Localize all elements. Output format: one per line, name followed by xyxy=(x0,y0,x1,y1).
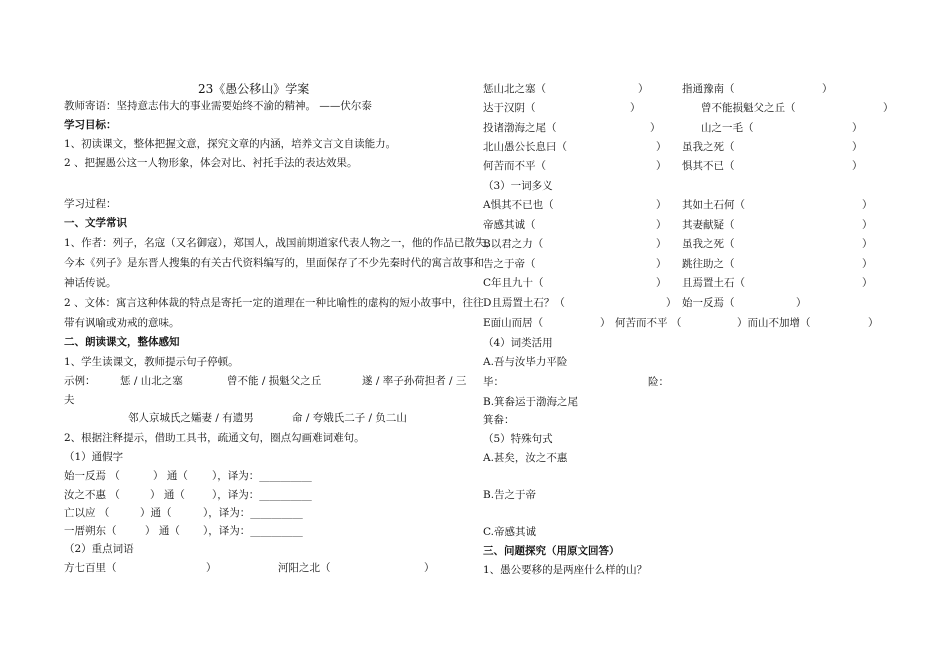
process-label: 学习过程： xyxy=(64,198,117,210)
key-word-7-close: ） xyxy=(650,122,661,134)
word-class-a-xian: 险： xyxy=(648,376,669,388)
key-word-12-close: ） xyxy=(852,160,863,172)
section-3-heading: 三、问题探究（用原文回答） xyxy=(483,545,620,557)
key-word-12: 惧其不已（ xyxy=(682,160,735,172)
key-word-8: 山之一毛（ xyxy=(701,122,754,134)
key-word-1: 方七百里（ xyxy=(64,562,117,574)
special-sentence-heading: （5）特殊句式 xyxy=(483,433,553,445)
author-line-1: 1、作者：列子，名寇（又名御寇），郑国人，战国前期道家代表人物之一，他的作品已散失， xyxy=(64,237,496,249)
example-pause-c-cont: 夫 xyxy=(64,394,75,406)
goal-2: 2 、把握愚公这一人物形象，体会对比、衬托手法的表达效果。 xyxy=(64,157,358,169)
example-label: 示例： xyxy=(64,375,96,387)
polysemy-3: 帝感其诚（ xyxy=(483,219,536,231)
key-word-6-close: ） xyxy=(883,102,894,114)
page-title: 23《愚公移山》学案 xyxy=(198,82,310,96)
key-word-10: 虽我之死（ xyxy=(682,141,735,153)
polysemy-5-close: ） xyxy=(656,238,667,250)
tongjia-item-3-tong: ）通（ xyxy=(140,507,172,519)
special-sentence-a: A.甚矣，汝之不惠 xyxy=(483,452,568,464)
polysemy-6-close: ） xyxy=(862,238,873,250)
key-word-4: 指通豫南（ xyxy=(682,83,735,95)
polysemy-12: 始一反焉（ xyxy=(682,297,735,309)
word-class-b: B.箕畚运于渤海之尾 xyxy=(483,396,579,408)
tongjia-item-3-blank[interactable]: ），译为：__________ xyxy=(203,507,303,519)
key-words-heading: （2）重点词语 xyxy=(64,543,134,555)
polysemy-3-close: ） xyxy=(656,219,667,231)
polysemy-2-close: ） xyxy=(862,199,873,211)
key-word-2: 河阳之北（ xyxy=(278,562,331,574)
author-line-3: 神话传说。 xyxy=(64,277,117,289)
read-step-1: 1、学生读课文，教师提示句子停顿。 xyxy=(64,356,239,368)
example-pause-d: 邻人京城氏之孀妻 / 有遗男 xyxy=(128,412,254,424)
key-word-5-close: ） xyxy=(630,102,641,114)
polysemy-6: 虽我之死（ xyxy=(682,238,735,250)
polysemy-13: E面山而居（ xyxy=(483,317,544,329)
example-pause-c: 遂 / 率子孙荷担者 / 三 xyxy=(362,375,467,387)
tongjia-item-4-tong: ） 通（ xyxy=(145,525,180,537)
goal-1: 1、初读课文，整体把握文意，探究文章的内涵，培养文言文自读能力。 xyxy=(64,138,397,150)
polysemy-9: C年且九十（ xyxy=(483,277,544,289)
key-word-9: 北山愚公长息曰（ xyxy=(483,141,567,153)
tongjia-item-2-tong: ） 通（ xyxy=(150,489,185,501)
example-pause-b: 曾不能 / 损魁父之丘 xyxy=(227,375,322,387)
polysemy-4: 其妻献疑（ xyxy=(682,219,735,231)
tongjia-item-3: 亡以应 （ xyxy=(64,507,110,519)
tongjia-item-2: 汝之不惠 （ xyxy=(64,489,120,501)
key-word-3: 惩山北之塞（ xyxy=(483,83,546,95)
polysemy-11-close: ） xyxy=(666,297,677,309)
polysemy-1: A惧其不已也（ xyxy=(483,199,554,211)
goals-heading: 学习目标： xyxy=(64,119,117,131)
polysemy-1-close: ） xyxy=(656,199,667,211)
key-word-3-close: ） xyxy=(638,83,649,95)
teacher-motto: 教师寄语：坚持意志伟大的事业需要始终不渝的精神。 ——伏尔泰 xyxy=(64,100,372,112)
tongjia-item-1-tong: ） 通（ xyxy=(153,470,188,482)
special-sentence-c: C.帝感其诚 xyxy=(483,526,536,538)
word-class-a: A.吾与汝毕力平险 xyxy=(483,356,568,368)
key-word-9-close: ） xyxy=(656,141,667,153)
polysemy-7-close: ） xyxy=(656,258,667,270)
tongjia-item-2-blank[interactable]: ），译为：__________ xyxy=(212,489,312,501)
polysemy-11: D且焉置土石？（ xyxy=(483,297,565,309)
example-pause-a: 惩 / 山北之塞 xyxy=(120,375,183,387)
polysemy-8: 跳往助之（ xyxy=(682,258,735,270)
read-step-2: 2、根据注释提示，借助工具书，疏通文句，圈点勾画难词难句。 xyxy=(64,432,365,444)
polysemy-14: 何苦而不平 （ xyxy=(615,317,682,329)
polysemy-heading: （3）一词多义 xyxy=(483,180,553,192)
section-1-heading: 一、文学常识 xyxy=(64,217,127,229)
word-class-heading: （4）词类活用 xyxy=(483,337,553,349)
polysemy-15: ）而山不加增（ xyxy=(737,317,811,329)
polysemy-9-close: ） xyxy=(656,277,667,289)
special-sentence-b: B.告之于帝 xyxy=(483,489,537,501)
genre-line-2: 带有讽喻或劝戒的意味。 xyxy=(64,317,180,329)
key-word-1-close: ） xyxy=(206,562,217,574)
tongjia-heading: （1）通假字 xyxy=(64,451,124,463)
key-word-10-close: ） xyxy=(852,141,863,153)
key-word-8-close: ） xyxy=(852,122,863,134)
key-word-11: 何苦而不平（ xyxy=(483,160,546,172)
question-1: 1、愚公要移的是两座什么样的山？ xyxy=(483,564,648,576)
polysemy-10-close: ） xyxy=(862,277,873,289)
polysemy-2: 其如土石何（ xyxy=(682,199,745,211)
tongjia-item-1: 始一反焉 （ xyxy=(64,470,120,482)
key-word-5: 达于汉阴（ xyxy=(483,102,536,114)
polysemy-8-close: ） xyxy=(862,258,873,270)
polysemy-7: 告之于帝（ xyxy=(483,258,536,270)
polysemy-4-close: ） xyxy=(862,219,873,231)
tongjia-item-4: 一厝朔东（ xyxy=(64,525,117,537)
key-word-7: 投诸渤海之尾（ xyxy=(483,122,557,134)
section-2-heading: 二、朗读课文，整体感知 xyxy=(64,336,180,348)
author-line-2: 今本《列子》是东晋人搜集的有关古代资料编写的，里面保存了不少先秦时代的寓言故事和 xyxy=(64,257,484,269)
tongjia-item-4-blank[interactable]: ），译为：__________ xyxy=(203,525,303,537)
genre-line-1: 2 、文体：寓言这种体裁的特点是寄托一定的道理在一种比喻性的虚构的短小故事中，往往 xyxy=(64,297,484,309)
polysemy-10: 且焉置土石（ xyxy=(682,277,745,289)
polysemy-13-close: ） xyxy=(600,317,611,329)
example-pause-e: 命 / 夸娥氏二子 / 负二山 xyxy=(292,412,407,424)
polysemy-15-close: ） xyxy=(868,317,879,329)
word-class-b-jiben: 箕畚： xyxy=(483,414,515,426)
key-word-2-close: ） xyxy=(424,562,435,574)
key-word-4-close: ） xyxy=(822,83,833,95)
key-word-6: 曾不能损魁父之丘（ xyxy=(701,102,796,114)
tongjia-item-1-blank[interactable]: ），译为：__________ xyxy=(212,470,312,482)
key-word-11-close: ） xyxy=(656,160,667,172)
word-class-a-bi: 毕： xyxy=(483,376,504,388)
polysemy-5: B以君之力（ xyxy=(483,238,544,250)
polysemy-12-close: ） xyxy=(796,297,807,309)
